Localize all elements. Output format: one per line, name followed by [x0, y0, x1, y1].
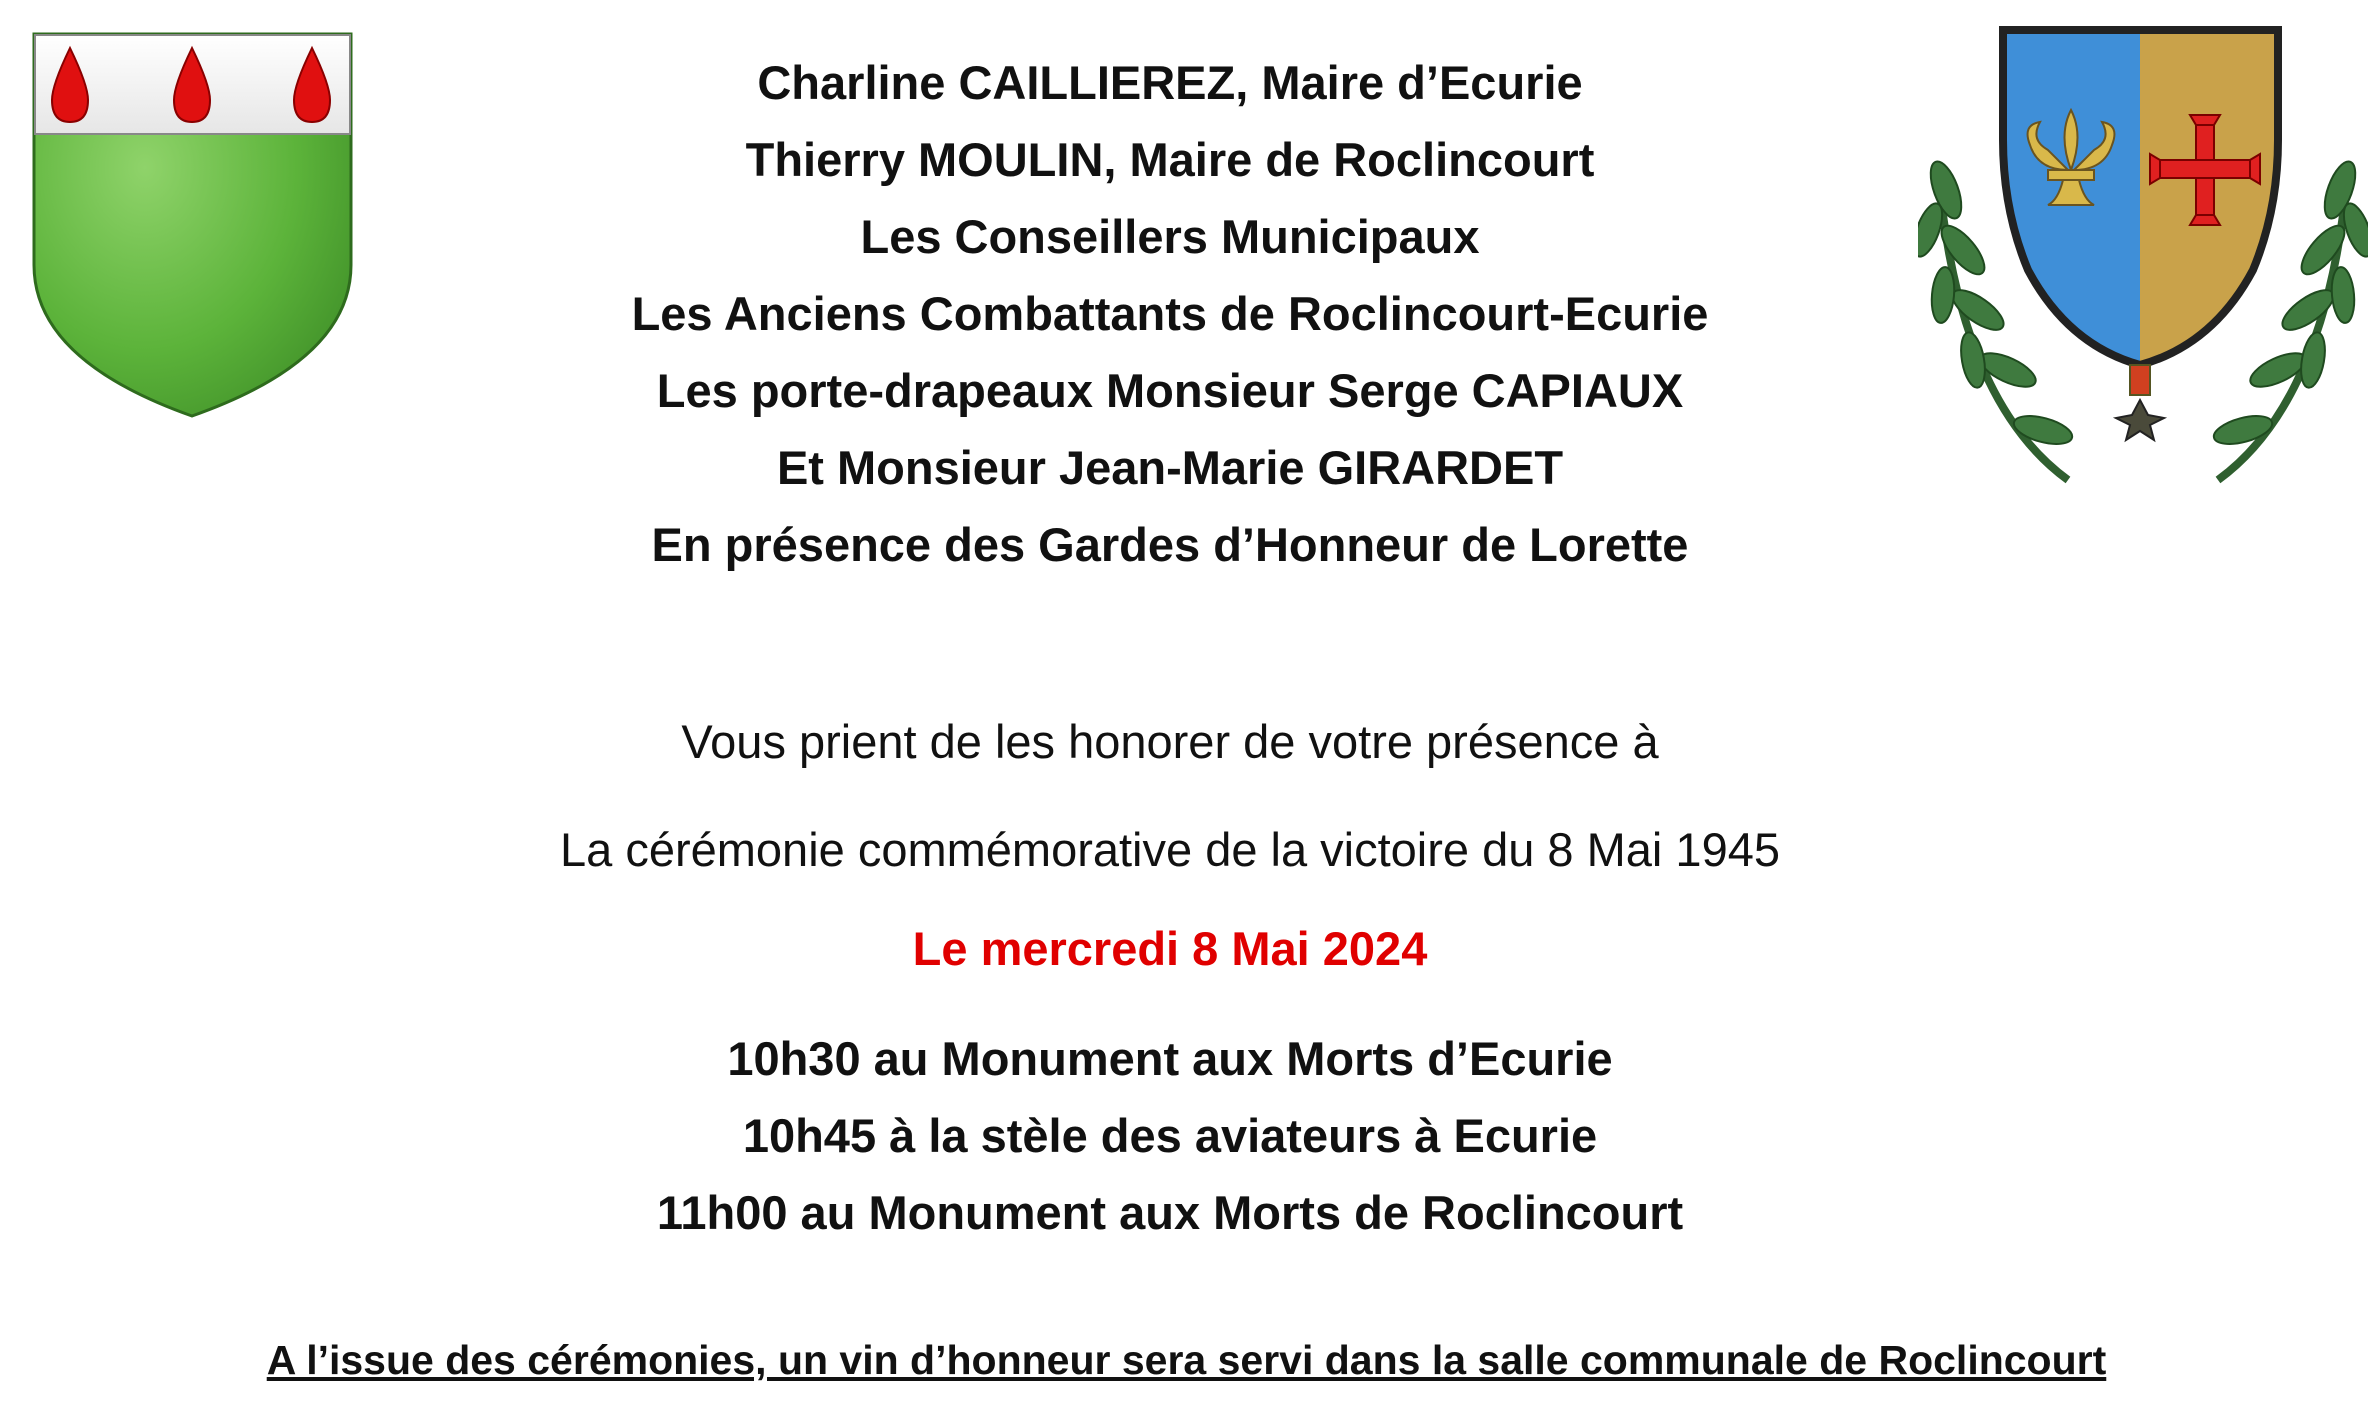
organiser-line: Et Monsieur Jean-Marie GIRARDET	[776, 441, 1564, 494]
organiser-line: Thierry MOULIN, Maire de Roclincourt	[745, 133, 1595, 186]
organiser-line: Les Anciens Combattants de Roclincourt-Ecurie	[631, 287, 1709, 340]
schedule-item: 10h45 à la stèle des aviateurs à Ecurie	[742, 1109, 1598, 1162]
organiser-line: Les Conseillers Municipaux	[860, 210, 1480, 263]
medal-icon	[2116, 365, 2164, 440]
schedule-block	[380, 1020, 1960, 1251]
reception-note: A l’issue des cérémonies, un vin d’honneur sera servi dans la salle communale de Roclincourt	[266, 1337, 2107, 1383]
organiser-line: En présence des Gardes d’Honneur de Lorette	[651, 518, 1689, 571]
ecurie-coat-of-arms-icon	[30, 30, 355, 420]
schedule-item: 10h30 au Monument aux Morts d’Ecurie	[727, 1032, 1613, 1085]
schedule-item: 11h00 au Monument aux Morts de Roclincourt	[656, 1186, 1684, 1239]
invitation-line: Vous prient de les honorer de votre présence à	[681, 715, 1659, 768]
roclincourt-coat-of-arms-icon	[1918, 20, 2368, 500]
invitation-line: La cérémonie commémorative de la victoire du 8 Mai 1945	[560, 823, 1780, 876]
organiser-line: Charline CAILLIEREZ, Maire d’Ecurie	[757, 56, 1583, 109]
organiser-line: Les porte-drapeaux Monsieur Serge CAPIAUX	[656, 364, 1684, 417]
invitation-block	[380, 688, 1960, 904]
event-date: Le mercredi 8 Mai 2024	[912, 922, 1428, 975]
organisers-block	[380, 44, 1960, 583]
